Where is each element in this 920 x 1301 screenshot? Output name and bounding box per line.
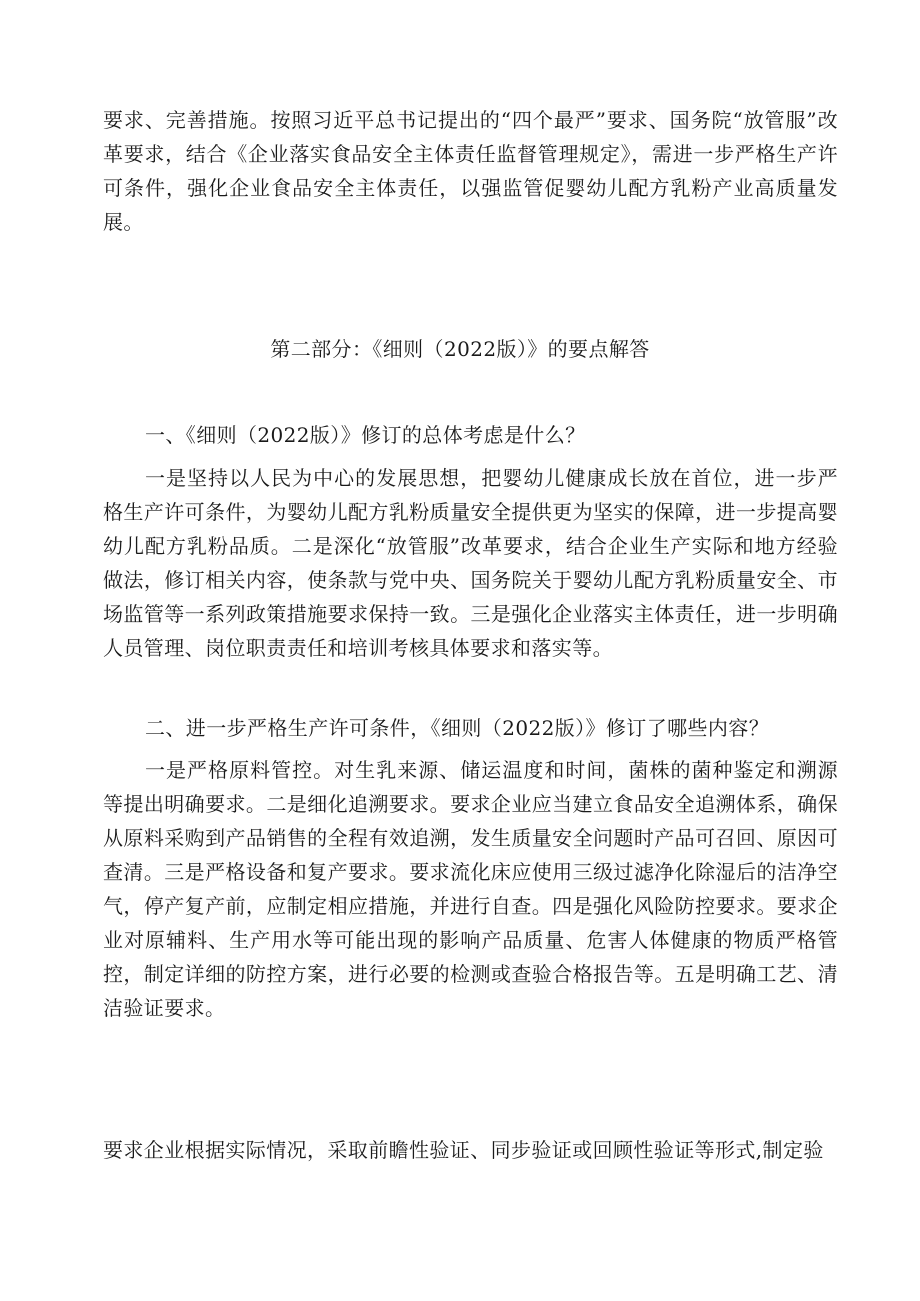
question-1-title: 一、《细则（2022版）》修订的总体考虑是什么？ xyxy=(145,423,586,447)
question-1-answer: 一是坚持以人民为中心的发展思想，把婴幼儿健康成长放在首位，进一步严格生产许可条件，为婴幼儿配方乳粉质量安全提供更为坚实的保障，进一步提高婴幼儿配方乳粉品质。二是深化“放管服”改革要求，结合企业生产实际和地方经验做法，修订相关内容，使条款与党中央、国务院关于婴幼儿配方乳粉质量安全、市场监管等一系列政策措施要求保持一致。三是强化企业落实主体责任，进一步明确人员管理、岗位职责责任和培训考核具体要求和落实等。 xyxy=(103,466,838,660)
section-heading: 第二部分：《细则（2022版）》的要点解答 xyxy=(270,337,650,361)
intro-paragraph: 要求、完善措施。按照习近平总书记提出的“四个最严”要求、国务院“放管服”改革要求，结合《企业落实食品安全主体责任监督管理规定》，需进一步严格生产许可条件，强化企业食品安全主体责任，以强监管促婴幼儿配方乳粉产业高质量发展。 xyxy=(103,108,838,234)
trailing-paragraph: 要求企业根据实际情况，采取前瞻性验证、同步验证或回顾性验证等形式,制定验 xyxy=(103,1138,824,1162)
question-2-title: 二、进一步严格生产许可条件，《细则（2022版）》修订了哪些内容？ xyxy=(145,716,770,740)
question-2-answer: 一是严格原料管控。对生乳来源、储运温度和时间，菌株的菌种鉴定和溯源等提出明确要求。二是细化追溯要求。要求企业应当建立食品安全追溯体系，确保从原料采购到产品销售的全程有效追溯，发生质量安全问题时产品可召回、原因可查清。三是严格设备和复产要求。要求流化床应使用三级过滤净化除湿后的洁净空气，停产复产前，应制定相应措施，并进行自查。四是强化风险防控要求。要求企业对原辅料、生产用水等可能出现的影响产品质量、危害人体健康的物质严格管控，制定详细的防控方案，进行必要的检测或查验合格报告等。五是明确工艺、清洁验证要求。 xyxy=(103,758,838,1020)
